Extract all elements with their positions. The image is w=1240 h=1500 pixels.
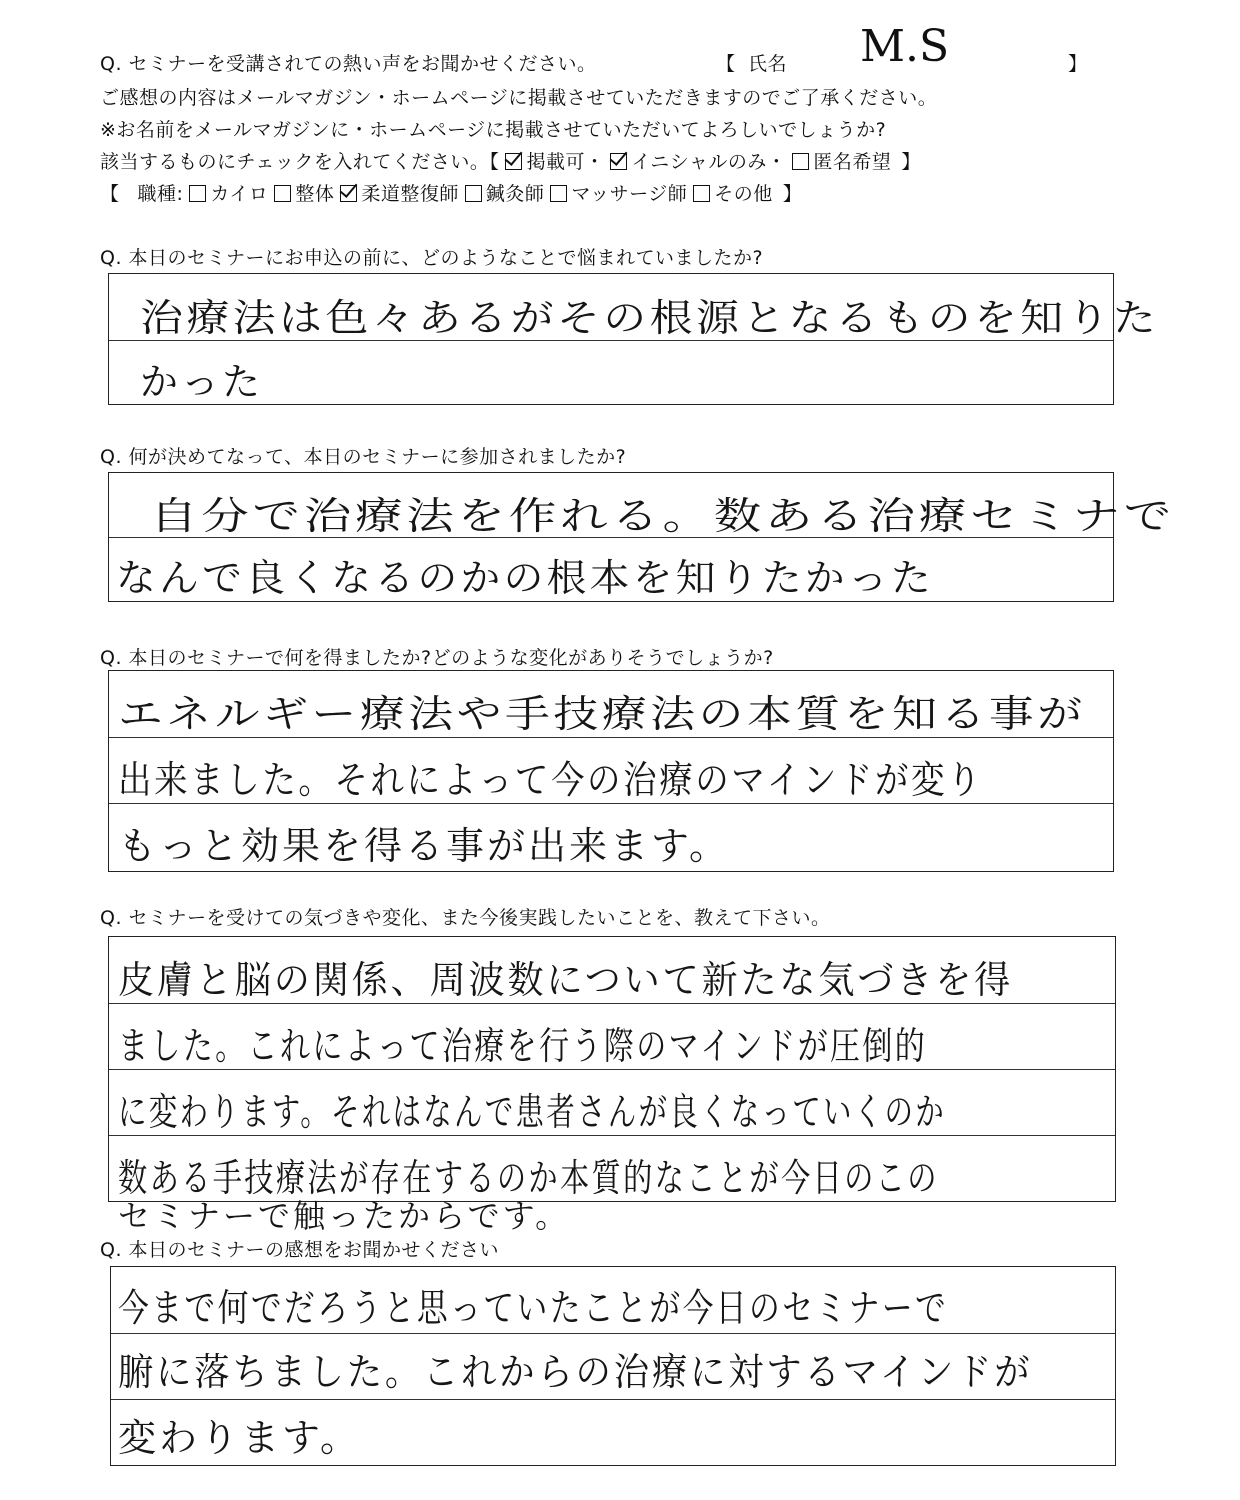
occupation-chiro-checkbox[interactable] — [189, 185, 206, 202]
answer-4-line-2: ました。これによって治療を行う際のマインドが圧倒的 — [118, 1024, 928, 1068]
consent-publish-checkbox[interactable] — [505, 153, 522, 170]
question-2: Q. 何が決めてなって、本日のセミナーに参加されましたか? — [100, 446, 627, 468]
question-4: Q. セミナーを受けての気づきや変化、また今後実践したいことを、教えて下さい。 — [100, 907, 831, 929]
answer-5-line-3: 変わります。 — [118, 1416, 361, 1460]
answer-2-line-1: 自分で治療法を作れる。数ある治療セミナで — [150, 494, 1176, 538]
answer-1-line-1: 治療法は色々あるがその根源となるものを知りた — [140, 296, 1160, 340]
occupation-massage-label: マッサージ師 — [571, 183, 688, 205]
occupation-other-label: その他 — [714, 183, 773, 205]
name-close-bracket: 】 — [1068, 53, 1088, 75]
occupation-judo-label: 柔道整復師 — [361, 183, 459, 205]
consent-row — [100, 150, 921, 174]
question-5: Q. 本日のセミナーの感想をお聞かせください — [100, 1239, 500, 1261]
consent-anonymous-label: 匿名希望 — [813, 151, 892, 173]
consent-initials-label: イニシャルのみ・ — [631, 151, 787, 173]
occupation-other-checkbox[interactable] — [693, 185, 710, 202]
occupation-judo-checkbox[interactable] — [340, 185, 357, 202]
question-3: Q. 本日のセミナーで何を得ましたか?どのような変化がありそうでしょうか? — [100, 647, 774, 669]
consent-close-bracket: 】 — [901, 151, 921, 173]
answer-4-line-4: 数ある手技療法が存在するのか本質的なことが今日のこの — [118, 1156, 939, 1200]
answer-3-line-1: エネルギー療法や手技療法の本質を知る事が — [118, 692, 1086, 736]
answer-5-line-1: 今まで何でだろうと思っていたことが今日のセミナーで — [118, 1286, 949, 1330]
answer-5-line-2: 腑に落ちました。これからの治療に対するマインドが — [118, 1350, 1033, 1394]
name-label: 氏名 — [748, 53, 788, 75]
name-value[interactable]: M.S — [860, 21, 950, 72]
occupation-chiro-label: カイロ — [210, 183, 269, 205]
answer-3-line-2: 出来ました。それによって今の治療のマインドが変り — [118, 758, 984, 802]
occupation-close-bracket: 】 — [782, 183, 803, 205]
occupation-seitai-label: 整体 — [295, 183, 335, 205]
consent-initials-checkbox[interactable] — [610, 153, 627, 170]
consent-publish-label: 掲載可・ — [526, 151, 605, 173]
answer-1-line-2: かった — [140, 360, 264, 404]
occupation-open-bracket: 【 — [100, 183, 120, 205]
answer-4-line-5: セミナーで触ったからです。 — [118, 1197, 571, 1235]
header-question: Q. セミナーを受講されての熱い声をお聞かせください。 — [100, 53, 597, 75]
occupation-seitai-checkbox[interactable] — [274, 185, 291, 202]
consent-prompt: 該当するものにチェックを入れてください。【 — [100, 151, 500, 173]
publication-notice: ご感想の内容はメールマガジン・ホームページに掲載させていただきますのでご了承ください。 — [100, 87, 938, 109]
consent-anonymous-checkbox[interactable] — [792, 153, 809, 170]
name-open-bracket: 【 — [716, 53, 736, 75]
occupation-acupuncture-checkbox[interactable] — [465, 185, 482, 202]
question-1: Q. 本日のセミナーにお申込の前に、どのようなことで悩まれていましたか? — [100, 247, 764, 269]
occupation-massage-checkbox[interactable] — [550, 185, 567, 202]
answer-2-line-2: なんで良くなるのかの根本を知りたかった — [116, 556, 934, 600]
answer-4-line-3: に変わります。それはなんで患者さんが良くなっていくのか — [118, 1090, 946, 1134]
occupation-label: 職種: — [137, 183, 184, 205]
answer-3-line-3: もっと効果を得る事が出来ます。 — [118, 824, 730, 868]
occupation-acupuncture-label: 鍼灸師 — [485, 183, 545, 205]
answer-4-line-1: 皮膚と脳の関係、周波数について新たな気づきを得 — [118, 958, 1014, 1002]
name-publication-question: ※お名前をメールマガジンに・ホームページに掲載させていただいてよろしいでしょうか? — [100, 119, 887, 141]
occupation-row — [100, 182, 802, 206]
